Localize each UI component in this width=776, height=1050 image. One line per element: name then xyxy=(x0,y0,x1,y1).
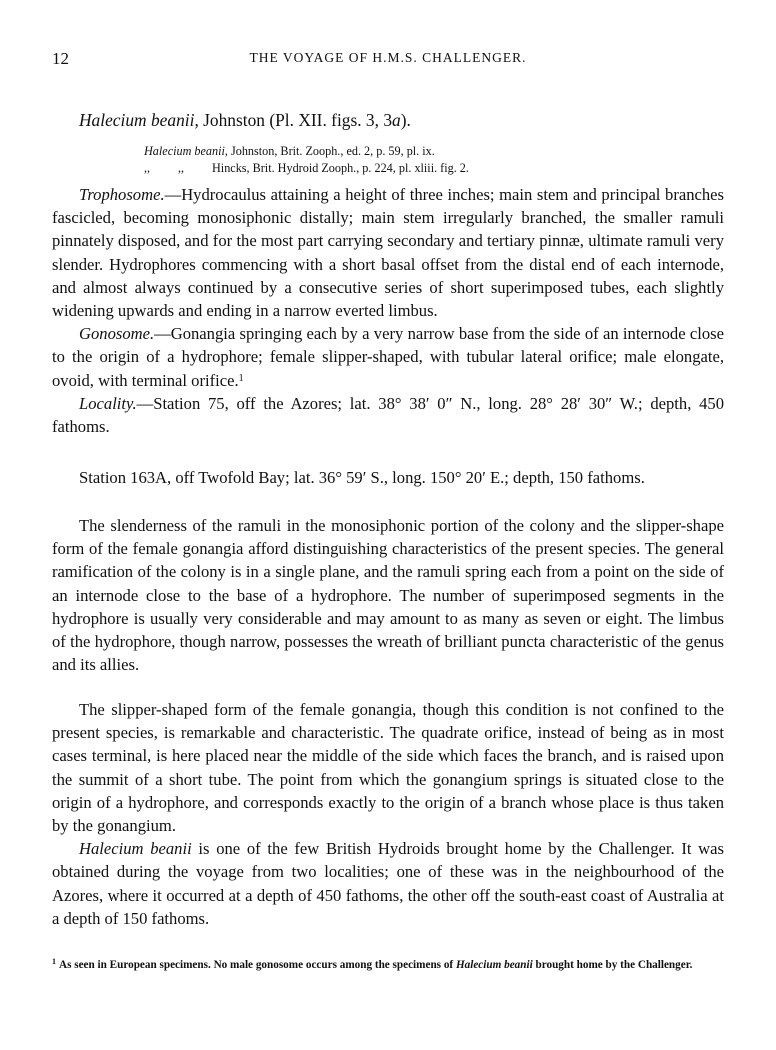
gonosome-text: —Gonangia springing each by a very narrow base from the side of an internode close to the origin of a hydrophore; female slipper-shaped, with tubular lateral orifice; male elongate, ovoid, with terminal orifice. xyxy=(52,324,724,390)
footnote-species-name: Halecium beanii xyxy=(455,959,533,971)
gonosome-label: Gonosome. xyxy=(79,324,155,344)
page-header xyxy=(52,49,724,71)
footnote-reference: 1 xyxy=(238,372,244,384)
locality-label: Locality. xyxy=(79,393,137,413)
locality-station-2: Station 163A, off Twofold Bay; lat. 36° 59′ S., long. 150° 20′ E.; depth, 150 fathoms. xyxy=(79,468,645,487)
species-name: Halecium beanii xyxy=(79,110,195,130)
footnote-text: As seen in European specimens. No male gonosome occurs among the specimens of xyxy=(59,959,456,971)
species-description xyxy=(52,183,724,438)
synonymy-entry xyxy=(144,143,435,160)
trophosome-text: —Hydrocaulus attaining a height of three inches; main stem and principal branches fascicled, becoming monosiphonic distally; main stem irregularly branched, the smaller ramuli pinnately disposed, and for the most part carrying secondary and tertiary pinnæ, ultimate ramuli very slender. Hydrophores commencing with a short basal offset from the distal end of each internode, and almost always continued by a consecutive series of short superimposed tubes, each slightly widening upwards and ending in a narrow everted limbus. xyxy=(52,185,724,321)
synonymy-entry xyxy=(144,160,469,177)
species-heading xyxy=(79,109,751,132)
figure-letter: a xyxy=(392,110,401,130)
body-paragraph-3 xyxy=(52,837,724,930)
species-authority: , Johnston (Pl. XII. figs. 3, 3 xyxy=(194,110,393,130)
footnote-text-end: brought home by the Challenger. xyxy=(532,959,693,971)
page-number: 12 xyxy=(52,49,69,68)
species-heading-close: ). xyxy=(400,110,411,130)
ditto-mark: ,, xyxy=(178,161,185,175)
running-title: THE VOYAGE OF H.M.S. CHALLENGER. xyxy=(249,50,527,65)
synonym-reference: Hincks, Brit. Hydroid Zooph., p. 224, pl. xliii. fig. 2. xyxy=(212,161,469,175)
body-paragraph xyxy=(52,514,724,676)
species-name-inline: Halecium beanii xyxy=(79,839,192,859)
synonym-reference: , Johnston, Brit. Zooph., ed. 2, p. 59, pl. ix. xyxy=(224,144,435,158)
body-paragraph-3-text: is one of the few British Hydroids brought home by the Challenger. It was obtained during the voyage from two localities; one of these was in the neighbourhood of the Azores, where it occurred at a depth of 450 fathoms, the other off the south-east coast of Australia at a depth of 150 fathoms. xyxy=(52,839,724,928)
trophosome-paragraph xyxy=(52,183,724,322)
synonym-name: Halecium beanii xyxy=(144,144,225,158)
locality-paragraph xyxy=(52,392,724,438)
ditto-mark: ,, xyxy=(144,161,151,175)
footnote xyxy=(52,958,724,973)
trophosome-label: Trophosome. xyxy=(79,185,165,204)
body-text xyxy=(52,698,724,930)
footnote-mark: 1 xyxy=(52,957,56,966)
body-paragraph-2: The slipper-shaped form of the female gonangia, though this condition is not confined to the present species, is remarkable and characteristic. The quadrate orifice, instead of being as in most cases terminal, is here placed near the middle of the side which faces the branch, and is raised upon the summit of a short tube. The point from which the gonangium springs is situated close to the origin of a hydrophore, and corresponds exactly to the origin of a branch whose place is thus taken by the gonangium. xyxy=(52,700,724,836)
locality-text: —Station 75, off the Azores; lat. 38° 38′ 0″ N., long. 28° 28′ 30″ W.; depth, 450 fathoms. xyxy=(52,393,724,437)
body-paragraph-1: The slenderness of the ramuli in the monosiphonic portion of the colony and the slipper-shape form of the female gonangia afford distinguishing characteristics of the present species. The general ramification of the colony is in a single plane, and the ramuli spring each from a point on the side of an internode close to the base of a hydrophore. The number of superimposed segments in the hydrophore is usually very considerable and may amount to as many as seven or eight. The limbus of the hydrophore, though narrow, possesses the wreath of brilliant puncta characteristic of the genus and its allies. xyxy=(52,516,724,675)
gonosome-paragraph xyxy=(52,322,724,392)
